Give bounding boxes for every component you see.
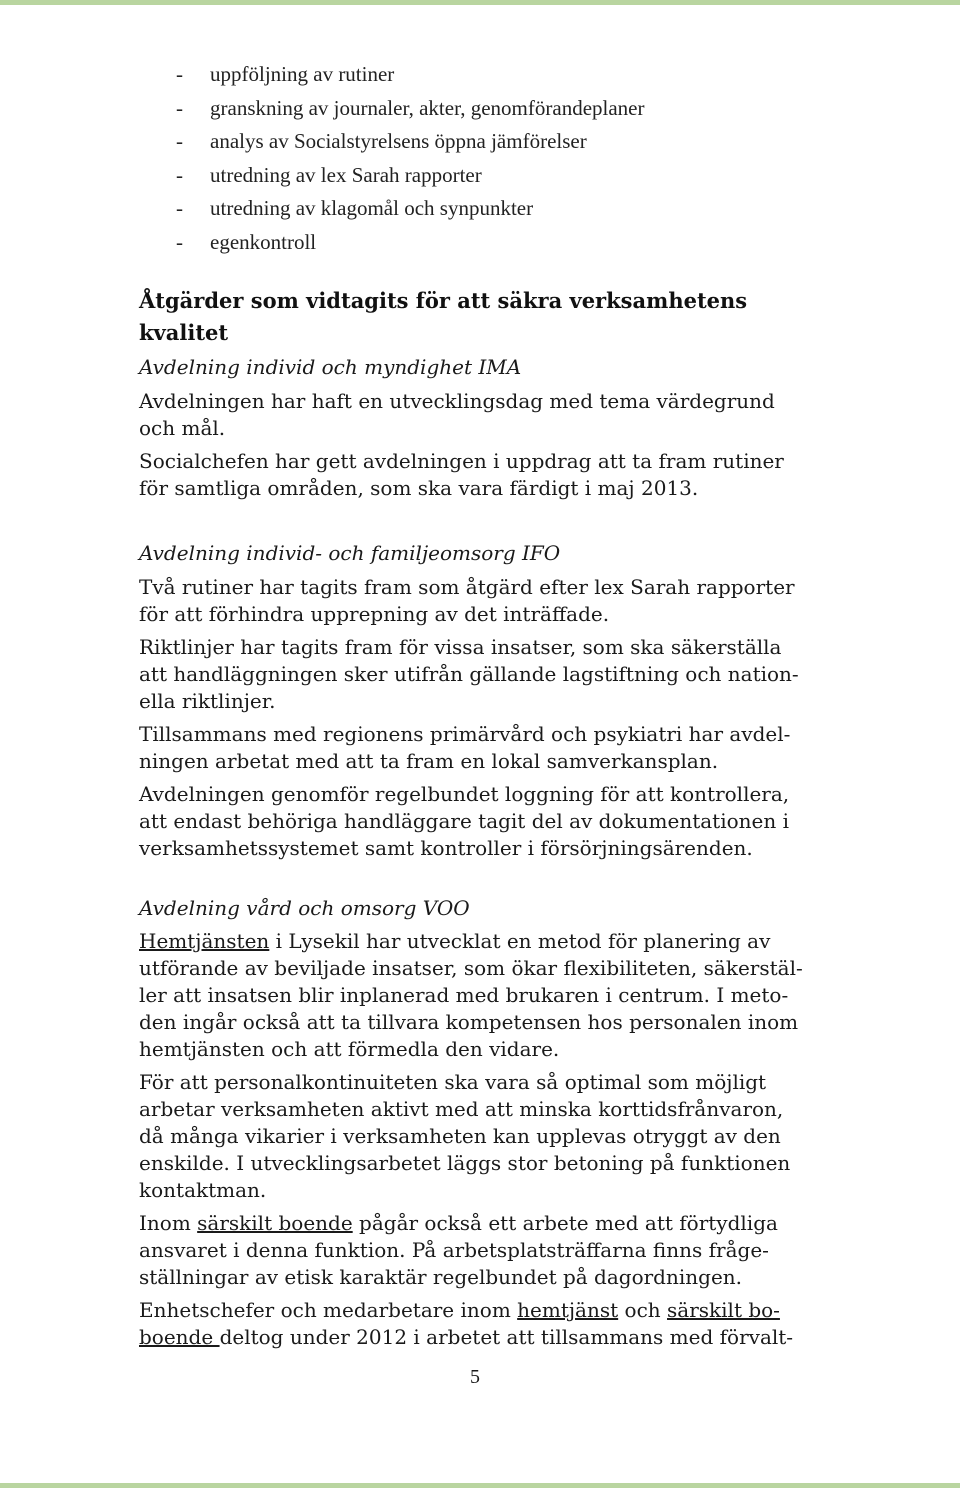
sarskilt-boende-link-2[interactable]: särskilt bo- bbox=[667, 1298, 780, 1322]
paragraph: Inom särskilt boende pågår också ett arbete med att förtydliga ansvaret i denna funktion. På arbetsplatsträffarna finns fråge- ställningar av etisk karaktär regelbundet på dagordningen. bbox=[139, 1211, 778, 1289]
sarskilt-boende-link-2-cont[interactable]: boende bbox=[139, 1325, 220, 1349]
list-item: - uppföljning av rutiner bbox=[176, 62, 395, 86]
top-rule bbox=[0, 0, 960, 5]
page-number: 5 bbox=[470, 1366, 480, 1388]
bullet-list bbox=[176, 58, 644, 259]
hemtjanst-link[interactable]: hemtjänst bbox=[517, 1298, 619, 1322]
paragraph: Tillsammans med regionens primärvård och psykiatri har avdel- ningen arbetat med att ta fram en lokal samverkansplan. bbox=[139, 722, 791, 773]
list-item: - utredning av klagomål och synpunkter bbox=[176, 196, 534, 220]
section-heading: Åtgärder som vidtagits för att säkra verksamhetens kvalitet bbox=[139, 288, 748, 345]
paragraph: Avdelningen har haft en utvecklingsdag med tema värdegrund och mål. bbox=[139, 389, 775, 440]
list-item: - granskning av journaler, akter, genomförandeplaner bbox=[176, 95, 645, 120]
subheading-ima: Avdelning individ och myndighet IMA bbox=[139, 355, 522, 379]
hemtjansten-link[interactable]: Hemtjänsten bbox=[139, 929, 270, 953]
bottom-rule bbox=[0, 1483, 960, 1488]
paragraph: Enhetschefer och medarbetare inom hemtjänst och särskilt bo- boende deltog under 2012 i arbetet att tillsammans med förvalt- bbox=[139, 1298, 794, 1349]
paragraph: Avdelningen genomför regelbundet loggning för att kontrollera, att endast behöriga handläggare tagit del av dokumentationen i verksamhetssystemet samt kontroller i försörjningsärenden. bbox=[139, 782, 790, 860]
paragraph: Hemtjänsten i Lysekil har utvecklat en metod för planering av utförande av beviljade insatser, som ökar flexibiliteten, säkerstäl- ler att insatsen blir inplanerad med brukaren i centrum. I meto- den ingår också att ta tillvara kompetensen hos personalen inom hemtjänsten och att förmedla den vidare. bbox=[139, 929, 803, 1061]
paragraph: Socialchefen har gett avdelningen i uppdrag att ta fram rutiner för samtliga områden, som ska vara färdigt i maj 2013. bbox=[139, 449, 784, 500]
list-item: - utredning av lex Sarah rapporter bbox=[176, 162, 482, 187]
paragraph: Riktlinjer har tagits fram för vissa insatser, som ska säkerställa att handläggningen sker utifrån gällande lagstiftning och nation- ella riktlinjer. bbox=[139, 635, 799, 713]
paragraph: För att personalkontinuiteten ska vara så optimal som möjligt arbetar verksamheten aktivt med att minska korttidsfrånvaron, då många vikarier i verksamheten kan upplevas otryggt av den enskilde. I utvecklingsarbetet läggs stor betoning på funktionen kontaktman. bbox=[139, 1070, 791, 1202]
list-item: - analys av Socialstyrelsens öppna jämförelser bbox=[176, 129, 587, 153]
sarskilt-boende-link[interactable]: särskilt boende bbox=[197, 1211, 353, 1235]
subheading-voo: Avdelning vård och omsorg VOO bbox=[139, 896, 470, 920]
subheading-ifo: Avdelning individ- och familjeomsorg IFO bbox=[139, 541, 561, 565]
list-item: - egenkontroll bbox=[176, 229, 317, 254]
paragraph: Två rutiner har tagits fram som åtgärd efter lex Sarah rapporter för att förhindra upprepning av det inträffade. bbox=[139, 575, 795, 626]
